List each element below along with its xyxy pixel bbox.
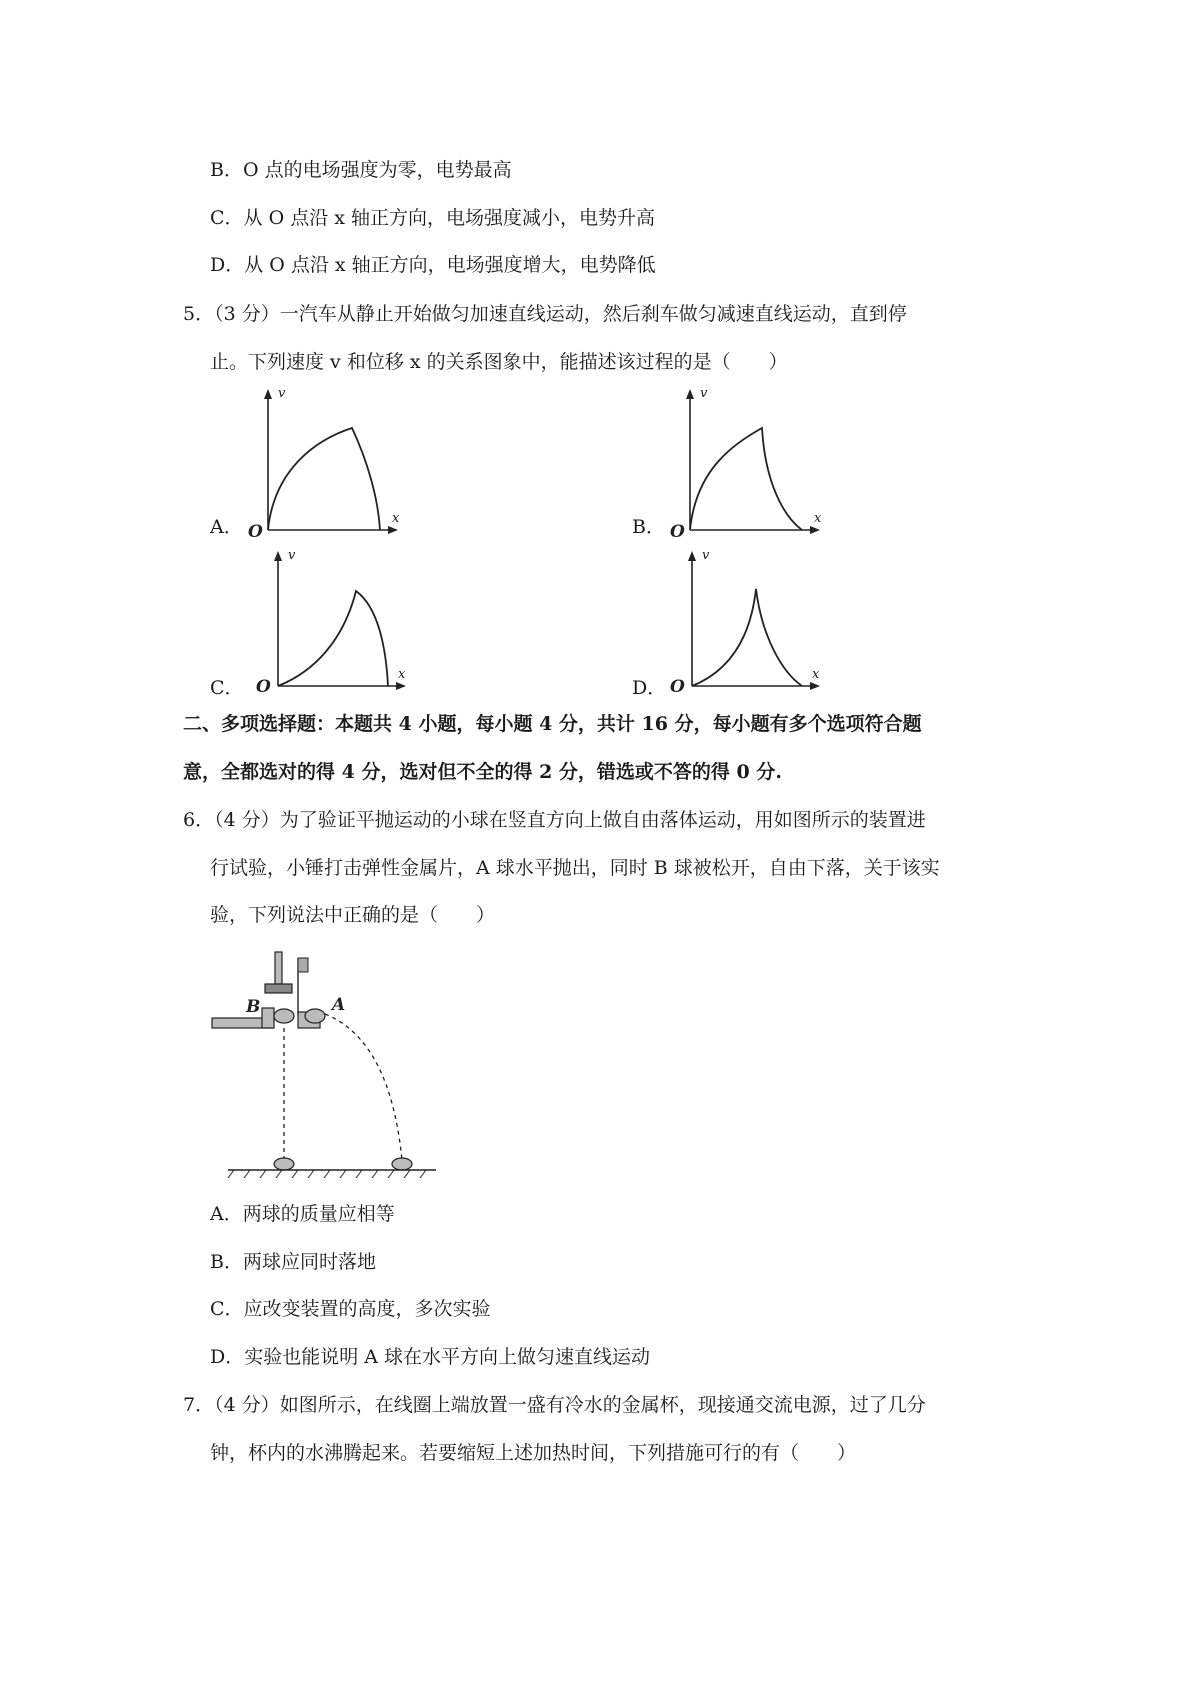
q5-graph-b [662, 385, 832, 542]
vx-curve [692, 589, 802, 686]
q6-stem-line2: 行试验，小锤打击弹性金属片，A 球水平抛出，同时 B 球被松开，自由下落，关于该实 [210, 857, 940, 879]
ground-hatch [228, 1170, 426, 1178]
origin-label: O [256, 677, 271, 697]
ball-a-start [305, 1009, 325, 1023]
ball-b-landed [274, 1158, 294, 1170]
q4-option-b: B．O 点的电场强度为零，电势最高 [210, 159, 512, 181]
q5-graph-d-label: D． [632, 677, 667, 699]
q6-option-b: B．两球应同时落地 [210, 1251, 376, 1273]
q6-stem-line1: 6．（4 分）为了验证平抛运动的小球在竖直方向上做自由落体运动，用如图所示的装置进 [183, 809, 926, 831]
v-label: v [700, 386, 708, 401]
origin-label: O [248, 522, 263, 542]
x-label: x [392, 511, 400, 526]
vx-curve [690, 428, 802, 530]
hammer-head [265, 984, 292, 993]
vx-curve [278, 591, 388, 686]
section2-header-line2: 意，全都选对的得 4 分，选对但不全的得 2 分，错选或不答的得 0 分. [183, 761, 782, 783]
q5-graph-c [248, 547, 418, 697]
ball-a-label: A [332, 995, 346, 1015]
base-block [262, 1008, 274, 1028]
q6-option-a: A．两球的质量应相等 [210, 1203, 395, 1225]
v-label: v [702, 548, 710, 563]
x-label: x [814, 511, 822, 526]
q6-apparatus-figure [210, 950, 450, 1180]
origin-label: O [670, 677, 685, 697]
strip-flag [298, 958, 308, 972]
q5-stem-line1: 5．（3 分）一汽车从静止开始做匀加速直线运动，然后刹车做匀减速直线运动，直到停 [183, 303, 907, 325]
q6-option-d: D．实验也能说明 A 球在水平方向上做匀速直线运动 [210, 1346, 651, 1368]
x-label: x [812, 667, 820, 682]
q4-option-d: D．从 O 点沿 x 轴正方向，电场强度增大，电势降低 [210, 254, 656, 276]
q5-graph-a-label: A． [210, 516, 243, 538]
q7-stem-line2: 钟，杯内的水沸腾起来。若要缩短上述加热时间，下列措施可行的有（ ） [210, 1442, 857, 1464]
q5-graph-b-label: B． [632, 516, 665, 538]
q4-option-c: C．从 O 点沿 x 轴正方向，电场强度减小，电势升高 [210, 207, 655, 229]
x-label: x [398, 667, 406, 682]
q5-stem-line2: 止。下列速度 v 和位移 x 的关系图象中，能描述该过程的是（ ） [210, 351, 788, 373]
q5-graph-d [662, 547, 832, 697]
ball-b-start [274, 1009, 294, 1023]
q6-stem-line3: 验，下列说法中正确的是（ ） [210, 904, 496, 926]
ball-a-landed [392, 1158, 412, 1170]
vx-curve [268, 428, 380, 530]
ball-b-label: B [246, 997, 261, 1017]
v-label: v [288, 548, 296, 563]
v-label: v [278, 386, 286, 401]
hammer-handle [275, 952, 282, 984]
q7-stem-line1: 7．（4 分）如图所示，在线圈上端放置一盛有冷水的金属杯，现接通交流电源，过了几分 [183, 1394, 926, 1416]
origin-label: O [670, 522, 685, 542]
q5-graph-c-label: C． [210, 677, 244, 699]
section2-header-line1: 二、多项选择题：本题共 4 小题，每小题 4 分，共计 16 分，每小题有多个选项符合题 [183, 713, 922, 735]
q5-graph-a [240, 385, 410, 542]
q6-option-c: C．应改变装置的高度，多次实验 [210, 1298, 491, 1320]
ball-a-path [325, 1014, 402, 1160]
